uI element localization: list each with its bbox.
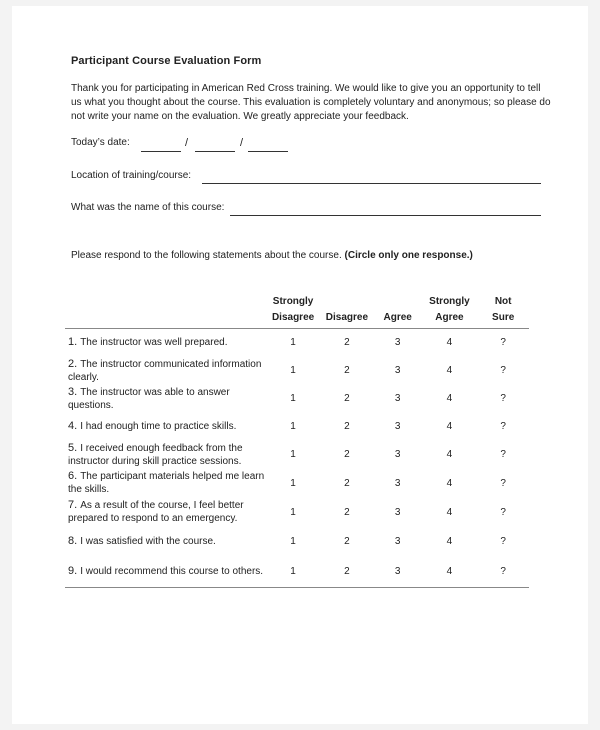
response-option[interactable]: ? bbox=[500, 337, 506, 349]
table-header-row bbox=[65, 294, 529, 329]
response-option[interactable]: 3 bbox=[394, 337, 401, 349]
response-option[interactable]: ? bbox=[500, 421, 506, 432]
statement-cell bbox=[65, 469, 266, 498]
response-option[interactable]: 2 bbox=[344, 421, 350, 432]
response-option[interactable]: 3 bbox=[394, 535, 401, 547]
statement-cell bbox=[65, 385, 266, 413]
response-option[interactable]: 1 bbox=[290, 337, 296, 349]
location-field[interactable] bbox=[202, 183, 541, 184]
response-option[interactable]: ? bbox=[500, 506, 506, 518]
statement-number: 1. bbox=[68, 336, 78, 349]
table-row bbox=[65, 385, 529, 413]
table-row bbox=[65, 469, 529, 498]
statement-cell bbox=[65, 556, 266, 588]
response-option[interactable]: 3 bbox=[394, 506, 401, 518]
response-option[interactable]: 1 bbox=[290, 449, 296, 460]
response-option[interactable]: 3 bbox=[394, 565, 401, 577]
response-option[interactable]: 2 bbox=[344, 506, 350, 518]
response-option[interactable]: 4 bbox=[446, 477, 453, 489]
response-option[interactable]: 4 bbox=[446, 393, 453, 404]
statement-text: The instructor communicated information clearly. bbox=[68, 358, 262, 383]
statement-text: The participant materials helped me learn the skills. bbox=[68, 471, 265, 495]
statement-number: 3. bbox=[68, 385, 78, 398]
location-label: Location of training/course: bbox=[71, 170, 192, 181]
response-option[interactable]: 3 bbox=[394, 421, 401, 432]
table-row bbox=[65, 441, 529, 469]
response-option[interactable]: 2 bbox=[344, 365, 350, 376]
statement-number: 6. bbox=[68, 470, 78, 482]
statement-number: 9. bbox=[68, 564, 78, 577]
response-option[interactable]: 4 bbox=[446, 337, 453, 349]
table-row bbox=[65, 527, 529, 556]
response-option[interactable]: 1 bbox=[290, 506, 296, 518]
response-option[interactable]: ? bbox=[500, 565, 506, 577]
response-option[interactable]: 4 bbox=[446, 449, 453, 460]
header-strongly-disagree: Strongly Disagree bbox=[271, 296, 315, 323]
table-row bbox=[65, 498, 529, 527]
response-instruction bbox=[71, 250, 473, 261]
statement-cell bbox=[65, 527, 266, 556]
response-option[interactable]: ? bbox=[500, 365, 506, 376]
response-option[interactable]: 1 bbox=[290, 565, 296, 577]
response-option[interactable]: 4 bbox=[446, 565, 453, 577]
response-option[interactable]: ? bbox=[500, 535, 506, 547]
response-option[interactable]: 2 bbox=[344, 477, 350, 489]
header-strongly-agree: Strongly Agree bbox=[429, 296, 470, 323]
response-option[interactable]: 1 bbox=[290, 393, 296, 404]
statement-number: 7. bbox=[68, 499, 78, 511]
response-option[interactable]: 4 bbox=[446, 365, 453, 376]
response-option[interactable]: 1 bbox=[290, 477, 296, 489]
response-option[interactable]: ? bbox=[500, 477, 506, 489]
response-option[interactable]: 2 bbox=[344, 565, 350, 577]
date-month-field[interactable] bbox=[141, 151, 181, 152]
statement-text: I would recommend this course to others. bbox=[80, 565, 264, 577]
statement-cell bbox=[65, 413, 266, 441]
response-option[interactable]: 1 bbox=[290, 535, 296, 547]
header-statement bbox=[65, 294, 266, 329]
statement-cell bbox=[65, 498, 266, 527]
table-row bbox=[65, 413, 529, 441]
instruction-bold: (Circle only one response.) bbox=[344, 250, 473, 261]
statement-cell bbox=[65, 441, 266, 469]
statement-number: 4. bbox=[68, 420, 78, 432]
response-option[interactable]: 3 bbox=[394, 365, 401, 376]
table-row bbox=[65, 329, 529, 357]
statement-number: 8. bbox=[68, 534, 78, 547]
response-option[interactable]: 2 bbox=[344, 449, 350, 460]
response-option[interactable]: 4 bbox=[446, 506, 453, 518]
date-separator-2: / bbox=[240, 137, 244, 149]
date-label: Today’s date: bbox=[71, 137, 130, 148]
response-option[interactable]: 3 bbox=[394, 393, 401, 404]
statement-text: The instructor was well prepared. bbox=[80, 337, 228, 349]
header-disagree: Disagree bbox=[325, 312, 369, 323]
statement-cell bbox=[65, 329, 266, 357]
statement-text: I had enough time to practice skills. bbox=[80, 421, 237, 432]
response-option[interactable]: 1 bbox=[290, 365, 296, 376]
response-option[interactable]: 2 bbox=[344, 337, 350, 349]
header-agree: Agree bbox=[383, 312, 412, 323]
response-option[interactable]: 3 bbox=[394, 449, 401, 460]
date-year-field[interactable] bbox=[248, 151, 288, 152]
course-name-label: What was the name of this course: bbox=[71, 202, 225, 213]
statement-number: 5. bbox=[68, 441, 78, 454]
header-not-sure: Not Sure bbox=[492, 296, 515, 323]
response-option[interactable]: ? bbox=[500, 393, 506, 404]
response-option[interactable]: ? bbox=[500, 449, 506, 460]
evaluation-form-page bbox=[12, 6, 588, 724]
response-option[interactable]: 4 bbox=[446, 421, 453, 432]
response-option[interactable]: 4 bbox=[446, 535, 453, 547]
evaluation-table bbox=[65, 294, 529, 588]
date-separator-1: / bbox=[185, 137, 189, 149]
intro-paragraph: Thank you for participating in American Red Cross training. We would like to give you an opportunity to tell us what you thought about the course. This evaluation is completely voluntary and anonymous; so please do not write your name on the evaluation. We greatly appreciate your feedback. bbox=[71, 83, 551, 122]
response-option[interactable]: 2 bbox=[344, 535, 350, 547]
response-option[interactable]: 2 bbox=[344, 393, 350, 404]
table-row bbox=[65, 357, 529, 385]
table-row bbox=[65, 556, 529, 588]
statement-number: 2. bbox=[68, 357, 78, 370]
response-option[interactable]: 1 bbox=[290, 421, 296, 432]
statement-cell bbox=[65, 357, 266, 385]
statement-text: I received enough feedback from the instructor during skill practice sessions. bbox=[68, 442, 243, 467]
instruction-text: Please respond to the following statements about the course. bbox=[71, 250, 342, 261]
form-title: Participant Course Evaluation Form bbox=[71, 55, 262, 67]
response-option[interactable]: 3 bbox=[394, 477, 401, 489]
statement-text: I was satisfied with the course. bbox=[80, 535, 216, 547]
statement-text: As a result of the course, I feel better prepared to respond to an emergency. bbox=[68, 500, 244, 524]
date-day-field[interactable] bbox=[195, 151, 235, 152]
course-name-field[interactable] bbox=[230, 215, 541, 216]
statement-text: The instructor was able to answer questions. bbox=[68, 386, 230, 411]
